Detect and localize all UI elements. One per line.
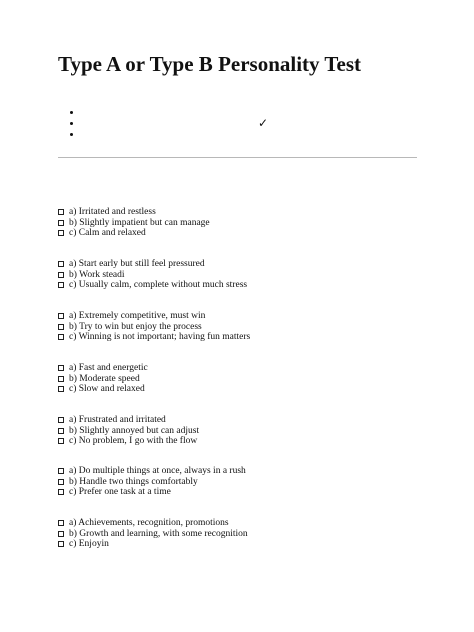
option-item[interactable] xyxy=(58,426,199,437)
option-label: a) Extremely competitive, must win xyxy=(69,311,206,321)
option-item[interactable] xyxy=(58,311,250,322)
horizontal-divider xyxy=(58,157,417,158)
option-item[interactable] xyxy=(58,477,246,488)
checkbox-icon[interactable] xyxy=(58,520,64,526)
checkbox-icon[interactable] xyxy=(58,376,64,382)
question-7-options xyxy=(58,518,248,550)
checkbox-icon[interactable] xyxy=(58,334,64,340)
option-label: c) Calm and relaxed xyxy=(69,228,146,238)
checkbox-icon[interactable] xyxy=(58,386,64,392)
checkbox-icon[interactable] xyxy=(58,489,64,495)
checkbox-icon[interactable] xyxy=(58,541,64,547)
option-label: c) Prefer one task at a time xyxy=(69,487,171,497)
checkbox-icon[interactable] xyxy=(58,468,64,474)
option-item[interactable] xyxy=(58,518,248,529)
question-1-options xyxy=(58,207,210,239)
option-item[interactable] xyxy=(58,270,247,281)
option-item[interactable] xyxy=(58,539,248,550)
option-item[interactable] xyxy=(58,218,210,229)
option-item[interactable] xyxy=(58,374,148,385)
checkbox-icon[interactable] xyxy=(58,272,64,278)
question-2-options xyxy=(58,259,247,291)
option-label: b) Growth and learning, with some recognition xyxy=(69,528,248,539)
checkbox-icon[interactable] xyxy=(58,313,64,319)
option-label: b) Work steadi xyxy=(69,269,125,280)
option-label: b) Handle two things comfortably xyxy=(69,476,198,487)
option-item[interactable] xyxy=(58,207,210,218)
checkbox-icon[interactable] xyxy=(58,365,64,371)
question-6-options xyxy=(58,466,246,498)
bullet-item xyxy=(68,128,73,139)
question-4-options xyxy=(58,363,148,395)
checkbox-icon[interactable] xyxy=(58,479,64,485)
question-5-options xyxy=(58,415,199,447)
option-item[interactable] xyxy=(58,332,250,343)
option-item[interactable] xyxy=(58,322,250,333)
option-label: c) Enjoyin xyxy=(69,539,109,549)
option-item[interactable] xyxy=(58,228,210,239)
checkbox-icon[interactable] xyxy=(58,324,64,330)
option-label: a) Irritated and restless xyxy=(69,207,156,217)
option-label: c) Winning is not important; having fun matters xyxy=(69,332,251,342)
option-label: a) Do multiple things at once, always in a rush xyxy=(69,466,246,476)
checkbox-icon[interactable] xyxy=(58,230,64,236)
option-label: c) Usually calm, complete without much stress xyxy=(69,280,248,290)
checkbox-icon[interactable] xyxy=(58,282,64,288)
checkbox-icon[interactable] xyxy=(58,438,64,444)
checkbox-icon[interactable] xyxy=(58,220,64,226)
option-label: b) Slightly impatient but can manage xyxy=(69,217,210,228)
option-label: b) Moderate speed xyxy=(69,373,140,384)
bullet-item xyxy=(68,106,73,117)
option-item[interactable] xyxy=(58,487,246,498)
checkbox-icon[interactable] xyxy=(58,209,64,215)
checkbox-icon[interactable] xyxy=(58,428,64,434)
option-item[interactable] xyxy=(58,466,246,477)
option-label: a) Fast and energetic xyxy=(69,363,148,373)
checkbox-icon[interactable] xyxy=(58,531,64,537)
option-item[interactable] xyxy=(58,529,248,540)
option-item[interactable] xyxy=(58,436,199,447)
checkmark-icon: ✓ xyxy=(258,116,269,130)
question-3-options xyxy=(58,311,250,343)
option-item[interactable] xyxy=(58,384,148,395)
option-label: b) Slightly annoyed but can adjust xyxy=(69,425,200,436)
option-label: c) No problem, I go with the flow xyxy=(69,436,198,446)
option-item[interactable] xyxy=(58,415,199,426)
bullet-list xyxy=(68,106,73,139)
option-label: b) Try to win but enjoy the process xyxy=(69,321,202,332)
option-label: c) Slow and relaxed xyxy=(69,384,145,394)
option-label: a) Frustrated and irritated xyxy=(69,415,166,425)
page-title: Type A or Type B Personality Test xyxy=(58,52,361,76)
option-label: a) Achievements, recognition, promotions xyxy=(69,518,229,528)
checkbox-icon[interactable] xyxy=(58,261,64,267)
option-item[interactable] xyxy=(58,280,247,291)
option-label: a) Start early but still feel pressured xyxy=(69,259,205,269)
option-item[interactable] xyxy=(58,259,247,270)
checkbox-icon[interactable] xyxy=(58,417,64,423)
option-item[interactable] xyxy=(58,363,148,374)
bullet-item xyxy=(68,117,73,128)
